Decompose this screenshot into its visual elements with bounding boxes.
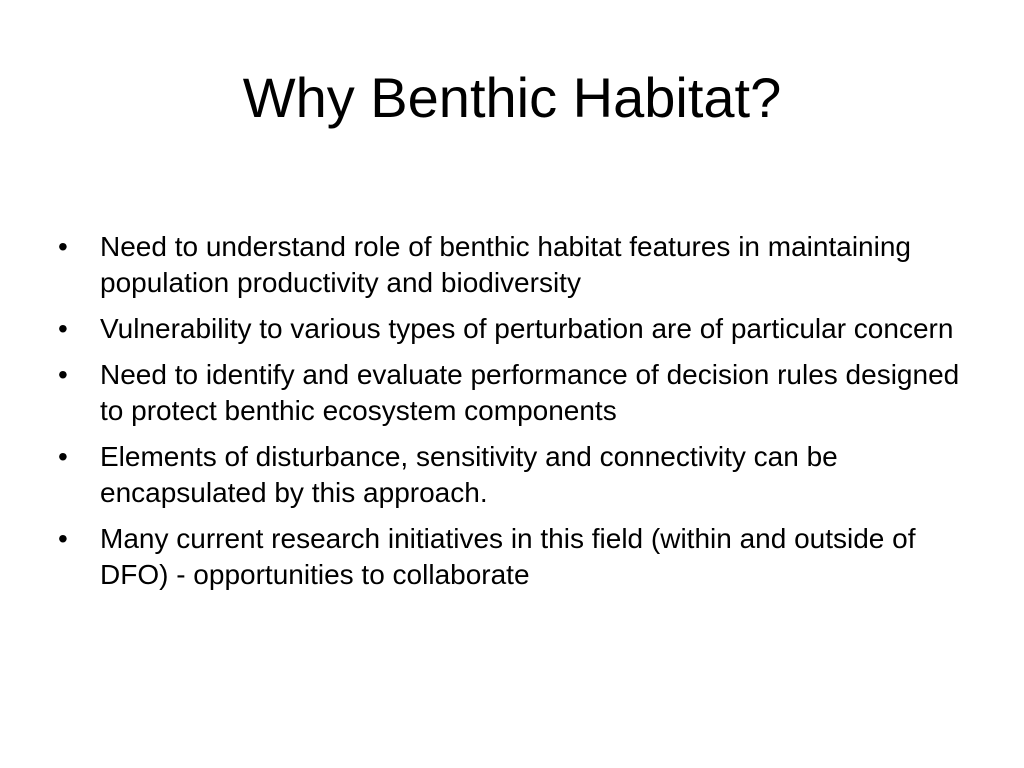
bullet-item bbox=[58, 521, 988, 593]
bullet-text: Elements of disturbance, sensitivity and connectivity can be encapsulated by this approach. bbox=[100, 441, 838, 508]
bullet-text: Need to understand role of benthic habitat features in maintaining population productivity and biodiversity bbox=[100, 231, 911, 298]
bullet-item bbox=[58, 311, 988, 347]
bullet-list bbox=[58, 229, 988, 603]
bullet-marker: • bbox=[58, 313, 68, 344]
bullet-marker: • bbox=[58, 441, 68, 472]
bullet-marker: • bbox=[58, 231, 68, 262]
bullet-text: Need to identify and evaluate performance of decision rules designed to protect benthic ecosystem components bbox=[100, 359, 960, 426]
slide-title: Why Benthic Habitat? bbox=[242, 66, 782, 129]
bullet-item bbox=[58, 439, 988, 511]
bullet-marker: • bbox=[58, 359, 68, 390]
bullet-text: Many current research initiatives in this field (within and outside of DFO) - opportunities to collaborate bbox=[100, 523, 916, 590]
bullet-text: Vulnerability to various types of perturbation are of particular concern bbox=[100, 313, 954, 344]
bullet-item bbox=[58, 229, 988, 301]
bullet-item bbox=[58, 357, 988, 429]
bullet-marker: • bbox=[58, 523, 68, 554]
